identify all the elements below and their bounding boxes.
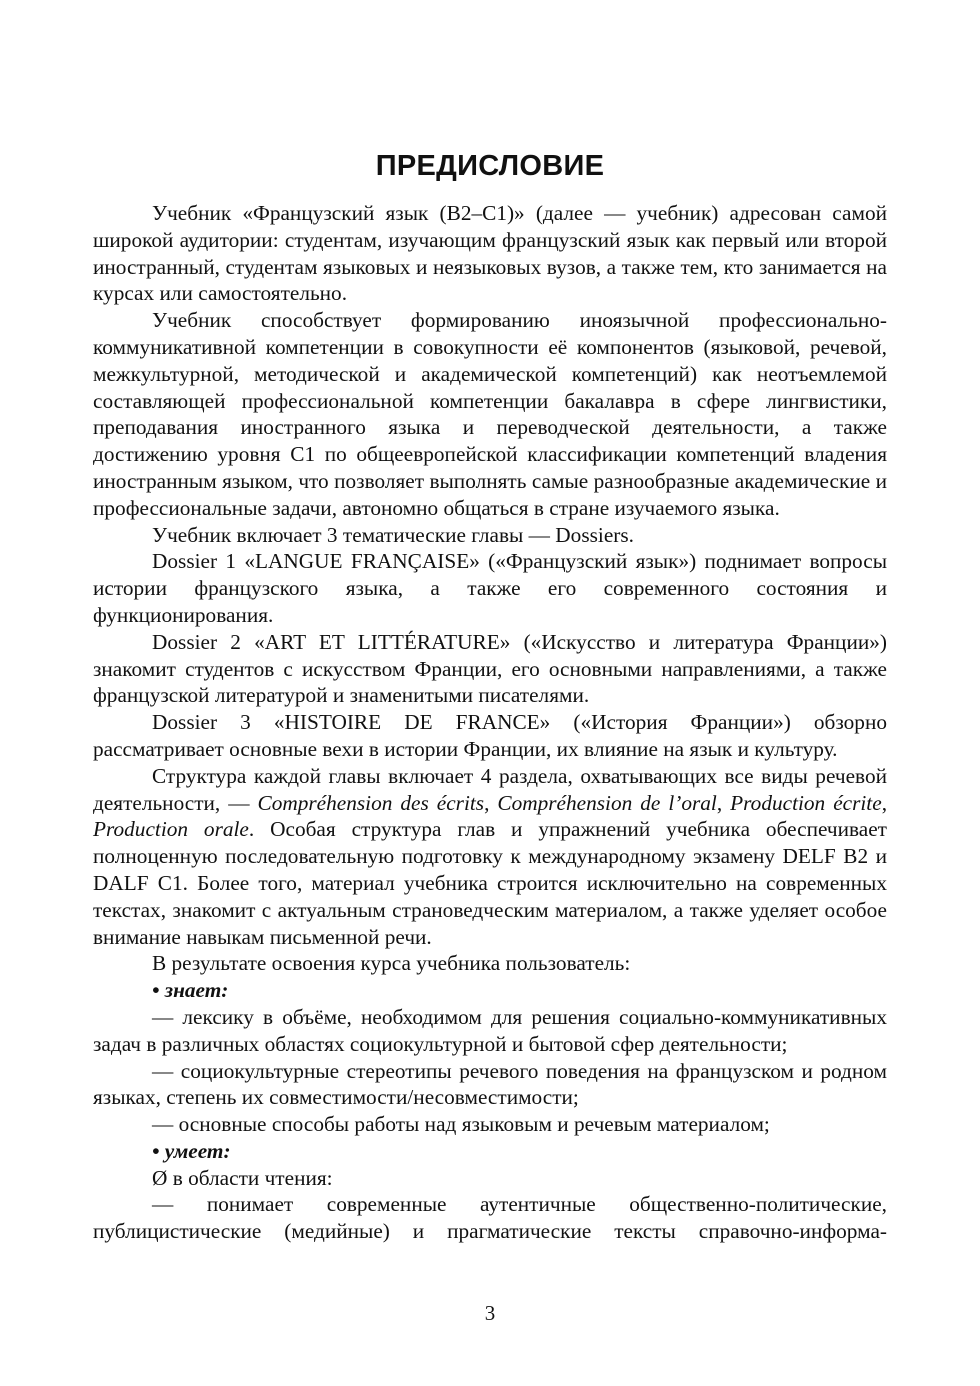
heading-can: • умеет:	[152, 1138, 231, 1163]
page-title: ПРЕДИСЛОВИЕ	[375, 150, 605, 182]
structure-text-end: . Особая структура глав и упражнений учебника обеспечивает полноценную последовательную подготовку к международному экзамену DELF B2 и DALF C1. Более того, материал учебника строится исключительно на современных текстах, знакомит с актуальным страноведческим материалом, а также уделяет особое внимание навыкам письменной речи.	[93, 817, 887, 949]
subheading-reading: Ø в области чтения:	[152, 1165, 333, 1190]
section-name-3: Production écrite	[730, 790, 882, 815]
separator: ,	[881, 790, 888, 815]
paragraph-dossier-3: Dossier 3 «HISTOIRE DE FRANCE» («История Франции») обзорно рассматривает основные вехи в истории Франции, их влияние на язык и культуру.	[93, 710, 887, 761]
structure-text-start: Структура каждой главы включает 4 раздела, охватывающих все виды речевой деятельности, —	[93, 763, 887, 815]
section-name-4: Production orale	[93, 817, 249, 842]
page-content	[93, 150, 887, 1245]
paragraph-dossier-2: Dossier 2 «ART ET LITTÉRATURE» («Искусство и литература Франции») знакомит студентов с искусством Франции, его основными направлениями, а также французской литературой и знаменитыми писателями.	[93, 629, 887, 708]
paragraph-structure	[93, 763, 887, 951]
section-name-2: Compréhension de l’oral	[497, 790, 717, 815]
section-name-1: Compréhension des écrits	[257, 790, 485, 815]
page-number: 3	[484, 1301, 496, 1325]
list-item-methods: — основные способы работы над языковым и речевым материалом;	[152, 1112, 770, 1137]
paragraph-dossier-1: Dossier 1 «LANGUE FRANÇAISE» («Французский язык») поднимает вопросы истории французского языка, а также его современного состояния и функционирования.	[93, 549, 887, 627]
list-item-reading: — понимает современные аутентичные общественно-политические, публицистические (медийные) и прагматические тексты справочно-информа-	[93, 1192, 887, 1244]
paragraph-competence: Учебник способствует формированию иноязычной профессионально-коммуникативной компетенции в совокупности её компонентов (языковой, речевой, межкультурной, методической и академической компетенций) как неотъемлемой составляющей профессиональной компетенции бакалавра в сфере лингвистики, преподавания иностранного языка и переводческой деятельности, а также достижению уровня С1 по общеевропейской классификации компетенций владения иностранным языком, что позволяет выполнять самые разнообразные академические и профессиональные задачи, автономно общаться в стране изучаемого языка.	[93, 308, 887, 520]
preface-body	[93, 200, 887, 1245]
list-item-stereotypes: — социокультурные стереотипы речевого поведения на французском и родном языках, степень их совместимости/несовместимости;	[93, 1058, 887, 1110]
heading-knows: • знает:	[152, 978, 229, 1003]
separator: ,	[484, 790, 498, 815]
paragraph-audience: Учебник «Французский язык (В2–С1)» (далее — учебник) адресован самой широкой аудитории: студентам, изучающим французский язык как первый или второй иностранный, студентам языковых и неязыковых вузов, а также тем, кто занимается на курсах или самостоятельно.	[93, 201, 887, 306]
paragraph-chapters: Учебник включает 3 тематические главы — Dossiers.	[152, 522, 634, 547]
separator: ,	[716, 790, 731, 815]
list-item-lexicon: — лексику в объёме, необходимом для решения социально-коммуникативных задач в различных областях социокультурной и бытовой сфер деятельности;	[93, 1004, 887, 1056]
paragraph-results-intro: В результате освоения курса учебника пользователь:	[152, 951, 631, 976]
